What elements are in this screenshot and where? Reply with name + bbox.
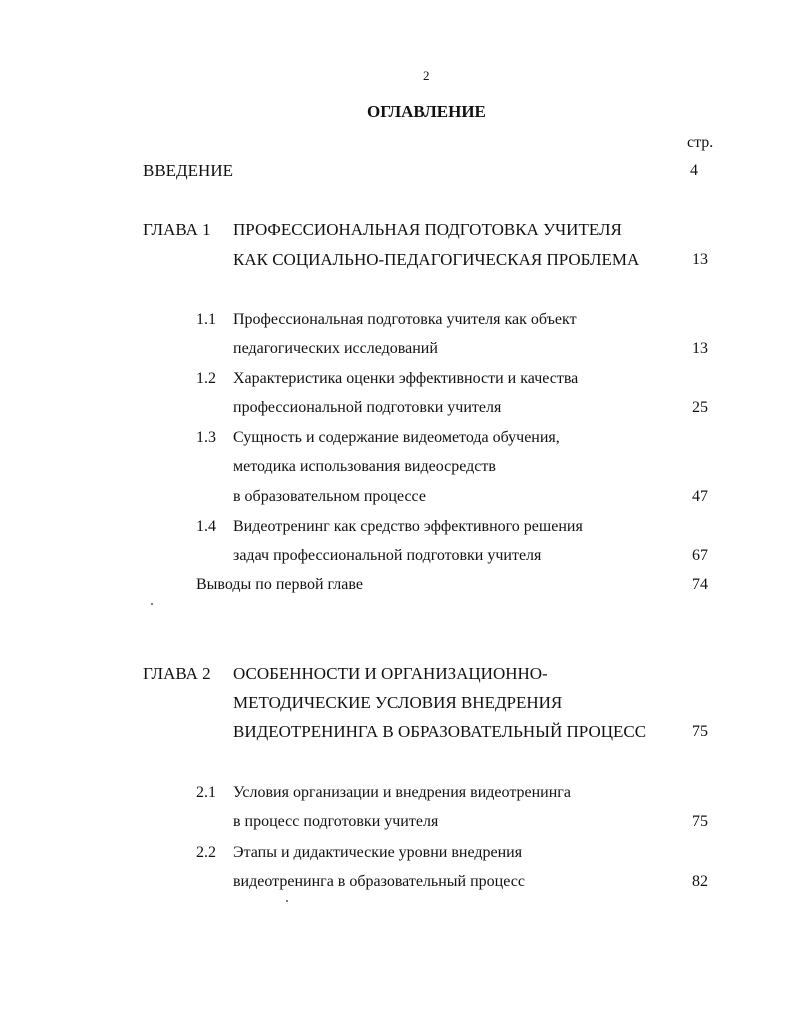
conclusion-page: 74 [692, 576, 708, 593]
section-title-line: в процесс подготовки учителя [233, 813, 439, 830]
intro-label: ВВЕДЕНИЕ [143, 161, 233, 180]
section-page: 25 [692, 399, 708, 416]
section-page: 75 [692, 813, 708, 830]
section-title-line: видеотренинга в образовательный процесс [233, 873, 525, 890]
conclusion-label: Выводы по первой главе [196, 576, 363, 593]
chapter-2-title-line-1: ОСОБЕННОСТИ И ОРГАНИЗАЦИОННО- [233, 664, 548, 683]
section-title-line: Этапы и дидактические уровни внедрения [233, 844, 523, 861]
section-title-line: методика использования видеосредств [233, 458, 496, 475]
section-title-line: Видеотренинг как средство эффективного решения [233, 518, 583, 535]
section-title-line: задач профессиональной подготовки учителя [233, 547, 542, 564]
chapter-1-page: 13 [692, 251, 708, 268]
section-title-line: Сущность и содержание видеометода обучения, [233, 429, 560, 446]
chapter-1-title-line-1: ПРОФЕССИОНАЛЬНАЯ ПОДГОТОВКА УЧИТЕЛЯ [233, 220, 622, 239]
section-number: 2.2 [196, 844, 216, 861]
section-title-line: педагогических исследований [233, 340, 438, 357]
chapter-1-title-line-2: КАК СОЦИАЛЬНО-ПЕДАГОГИЧЕСКАЯ ПРОБЛЕМА [233, 250, 640, 269]
scan-speck [151, 603, 153, 605]
section-number: 1.1 [196, 311, 216, 328]
section-page: 82 [692, 873, 708, 890]
section-number: 1.4 [196, 518, 216, 535]
section-title-line: Условия организации и внедрения видеотренинга [233, 784, 571, 801]
section-page: 13 [692, 340, 708, 357]
page-number: 2 [423, 68, 430, 83]
page-column-label: стр. [687, 134, 714, 151]
scan-speck [286, 900, 288, 902]
toc-title: ОГЛАВЛЕНИЕ [367, 102, 486, 121]
section-number: 1.3 [196, 429, 216, 446]
section-number: 2.1 [196, 784, 216, 801]
section-number: 1.2 [196, 370, 216, 387]
section-page: 47 [692, 488, 708, 505]
chapter-2-title-line-3: ВИДЕОТРЕНИНГА В ОБРАЗОВАТЕЛЬНЫЙ ПРОЦЕСС [233, 722, 647, 741]
chapter-1-label: ГЛАВА 1 [143, 220, 211, 239]
chapter-2-label: ГЛАВА 2 [143, 664, 211, 683]
chapter-2-page: 75 [692, 723, 708, 740]
section-title-line: Характеристика оценки эффективности и качества [233, 370, 579, 387]
section-title-line: Профессиональная подготовка учителя как объект [233, 311, 577, 328]
chapter-2-title-line-2: МЕТОДИЧЕСКИЕ УСЛОВИЯ ВНЕДРЕНИЯ [233, 693, 563, 712]
section-page: 67 [692, 547, 708, 564]
section-title-line: в образовательном процессе [233, 488, 426, 505]
section-title-line: профессиональной подготовки учителя [233, 399, 502, 416]
intro-page: 4 [690, 162, 698, 179]
